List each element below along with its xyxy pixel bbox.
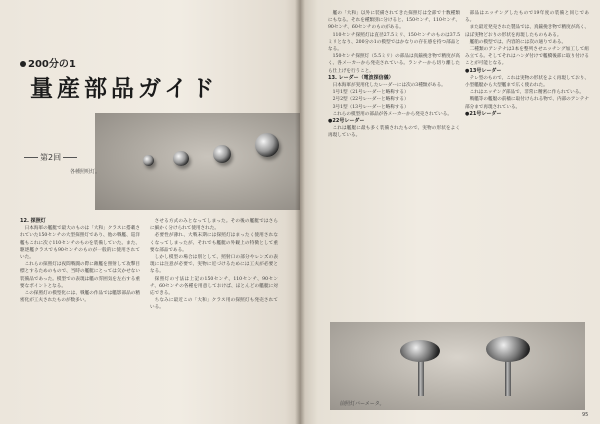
paragraph: 110センチ探照灯は直径27.5ミリ、150センチのものは37.5ミリとなり、200分の1の模型ではかなりの存在感を持つ部品となる。: [328, 32, 460, 53]
rule-right: [63, 157, 77, 158]
series-label: 200分の1: [20, 55, 76, 70]
right-column-2: [465, 10, 589, 118]
paragraph: 戦艦等の艦艇の前檣に取付けられる物で、内部のアンテナ部分まで再現されている。: [465, 97, 589, 110]
photo-caption-main: 各種照明灯。: [70, 169, 101, 175]
paragraph: しかし模型の場合は別として、照射口の部分やレンズの表現には注意が必要で、実物に近づけるためには工夫が必要となる。: [150, 255, 278, 275]
bullet-heading: ●21号レーダー: [465, 110, 502, 117]
paragraph: これは艦艇に最も多く装備されたもので、実物の形状をよく再現している。: [328, 126, 460, 139]
list-item: 2号2型（22号レーダーと略称する）: [332, 97, 409, 103]
left-column-1: [20, 218, 140, 304]
searchlight-photo: [95, 113, 300, 210]
paragraph: これらの探照灯は夜間戦闘の際に敵艦を照射して攻撃目標とするためのもので、当時の艦艇にとっては欠かせない装備品であった。模型での表現は艦の雰囲気を左右する重要なポイントとなる。: [20, 262, 140, 289]
paragraph: させる方式のみとなってしまった。その後の艦艇ではさらに細かく分けられて使用された。: [150, 219, 278, 232]
radar-head-2: [486, 336, 530, 362]
article-title: 量産部品ガイド: [30, 76, 219, 102]
paragraph: 二種類のアンテナは3本を整列させエッチング加工して組み立てる。そしてそれはハンダ付けで艦橋後部に取り付けることが可能となる。: [465, 47, 589, 67]
paragraph: これはエッチング部品で、非常に精密に作られている。: [469, 90, 584, 96]
right-column-1: [328, 10, 460, 140]
list-item: 3号1型（13号レーダーと略称する）: [332, 104, 409, 110]
searchlight-part-4: [255, 133, 279, 157]
bullet-icon: [20, 61, 26, 67]
bullet-heading: ●13号レーダー: [465, 67, 502, 74]
searchlight-part-3: [213, 145, 231, 163]
section-heading: 12. 探照灯: [20, 218, 46, 224]
paragraph: 必要性が薄れ、大戦末期には探照灯はまったく使用されなくなってしまったが、それでも艦艇の外観上の特徴として重要な部品である。: [150, 233, 278, 253]
paragraph: 150センチ探照灯（5.5ミリ）の部品は真鍮挽き物で精度が高く、各メーカーから発売されている。ランナーから切り離したら仕上げを行うこと。: [328, 54, 460, 74]
radar-head-1: [400, 340, 440, 362]
paragraph: 日本海軍の艦艇で最大のものは「大和」クラスに搭載されていた150センチの大型探照灯であり、他の戦艦、巡洋艦もこれに次ぐ110センチのものを装備していた。また、駆逐艦クラスでも90センチのものが一般的に使用されていた。: [20, 226, 140, 261]
bullet-heading: ●22号レーダー: [328, 118, 365, 125]
page-number: 95: [582, 412, 589, 418]
paragraph: これらの模型用の部品が各メーカーから発売されている。: [332, 111, 452, 117]
paragraph: この探照灯の模型化には、戦艦の作品では艦影部品の精密化が工夫されたものが数多い。: [20, 291, 140, 304]
left-column-2: [150, 218, 278, 312]
paragraph: 艦の「大和」以外に装備されてきた探照灯は全部で十数種類にもなる。それを種類別に分けると、150センチ、110センチ、90センチ、60センチのものがある。: [328, 11, 460, 31]
list-item: 1号1型（21号レーダーと略称する）: [332, 90, 409, 96]
paragraph: 艦船の模型では、内容的には次の通りである。: [469, 39, 567, 45]
paragraph: また最近発売された製品では、真鍮挽き物で精度が高く、ほぼ実物どおりの形状を再現したものもある。: [465, 25, 589, 38]
gutter-shadow: [295, 0, 305, 424]
searchlight-part-2: [173, 151, 189, 166]
paragraph: テレ型のもので、これは実物の形状をよく再現しており、小型艦艇から大型艦まで広く使われた。: [465, 75, 589, 89]
radar-photo: [330, 322, 585, 410]
paragraph: ちなみに最近この「大和」クラス用の探照灯も発売されている。: [150, 298, 278, 311]
paragraph: 日本海軍が実用化したレーダーには次の3種類がある。: [332, 83, 446, 89]
paragraph: 探照灯の寸法は上記の150センチ、110センチ、90センチ、60センチの各種を用意しておけば、ほとんどの艦艇に対応できる。: [150, 276, 278, 297]
issue-label: 第2回: [22, 152, 79, 163]
rule-left: [24, 157, 38, 158]
paragraph: 部品はエッチングしたもので19年度の装備と同じである。: [465, 11, 589, 24]
photo-caption-right: 前照灯バーメータ。: [340, 401, 385, 407]
searchlight-part-1: [143, 155, 154, 166]
section-heading: 13. レーダー（電波探信儀）: [328, 74, 394, 81]
